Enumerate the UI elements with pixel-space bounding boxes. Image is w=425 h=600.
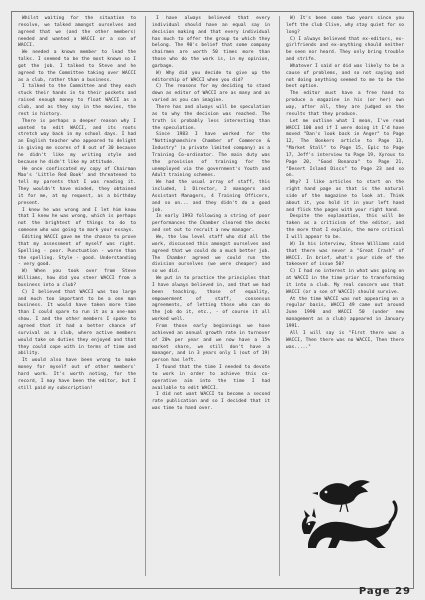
paragraph: There is perhaps a deeper reason why I wanted to edit WACCI, and its roots stretch way back in my school days. I had an English teacher who appeared to delight in giving me scores of 8 out of 30 because he didn't like my writing style and because he didn't like my attitude.: [18, 118, 136, 165]
paragraph: In early 1993 following a string of poor performances the Chamber cleared the decks and set out to recruit a new manager.: [152, 214, 270, 234]
paragraph: Editing WACCI gave me the chance to prove that my assessment of myself was right. Spelling - poor. Punctuation - worse than the spelling. Style - good. Understanding - very good.: [18, 235, 136, 268]
paragraph: Since 1983 I have worked for the "Nottinghamshire Chamber of Commerce & Industry" (a private limited company) as a Training Co-ordinator. The main duty was the provision of training for the unemployed via the government's Youth and Adult training schemes.: [152, 132, 270, 179]
paragraph: We, the low level staff who did all the work, discussed this amongst ourselves and agreed that we could do a much better job. The Chamber agreed we could run the division ourselves (we were cheaper) and so we did.: [152, 235, 270, 275]
paragraph: C) I always believed that ex-editors, ex-girlfriends and ex-anything should neither be seen nor heard. They only bring trouble and strife.: [286, 36, 404, 63]
paragraph: I have always believed that every individual should have an equal say in decision making and that every individual has much to offer the group to which they belong. The 90's belief that some company chairmen are worth 50 times more than those who do the work is, in my opinion, garbage.: [152, 16, 270, 69]
cat-icon: [302, 502, 396, 548]
interview-question: W) It's been some two years since you left the club Clive, why stay quiet for so long?: [286, 16, 404, 35]
paragraph: We had the usual array of staff, this included, 1 Director, 2 managers and Assistant Managers, 4 Training Officers, and so on... and they didn't do a good job.: [152, 180, 270, 213]
paragraph: From those early beginnings we have achieved an annual growth rate in turnover of 20% per year and we now have a 15% market share, we still don't have a manager, and in 3 years only 1 (out of 19) person has left.: [152, 323, 270, 364]
paragraph: It would also have been wrong to make money for myself out of other members' hard work. It's worth noting, for the record, I may have been the editor, but I still paid my subscription!: [18, 358, 136, 391]
paragraph: At the time WACCI was not appearing on a regular basis, WACCI 49 came out around June 1990 and WACCI 50 (under new management as a club) appeared in January 1991.: [286, 296, 404, 329]
paragraph: I knew he was wrong and I let him know that I knew he was wrong, which is perhaps not the brightest of things to do to someone who was going to mark your essays.: [18, 207, 136, 234]
paragraph: We needed a known member to lead the talks. I seemed to be the most known so I got the job. I talked to Steve and he agreed to the Committee taking over WACCI as a club, rather than a business.: [18, 50, 136, 83]
paragraph: Whilst waiting for the situation to resolve, we talked amongst ourselves and agreed that we (and the other members) needed and wanted a WACCI or a son of WACCI.: [18, 16, 136, 49]
paragraph: Whatever I said or did was likely to be a cause of problems, and so not saying and not doing anything seemed to me to be the best option.: [286, 63, 404, 90]
paragraph: C) I believed that WACCI was too large and much too important to be a one man business. It would have taken more time than I could spare to run it as a one-man show. I and the other members I spoke to agreed that it had a better chance of survival as a club, where active members would take on duties they enjoyed and that they could cope with in terms of time and ability.: [18, 289, 136, 357]
column-3: [286, 16, 404, 351]
interview-question: W) Why did you decide to give up the editorship of WACCI when you did?: [152, 70, 270, 83]
paragraph: Let me outline what I mean, I've read WACCI 100 and if I were doing it I'd have moved "Dan's look back in Anger" to Page 12, The Bonkers article to Page 13, "Market Stall" to Page 15, Epic to Page 17, Jeff's interview to Page 19, Xyrous to Page 20, "Good Bonanza" to Page 21, "Desert Island Discs" to Page 23 and so on.: [286, 118, 404, 179]
paragraph: C) I had no interest in what was going on at WACCI in the time prior to transforming it into a club. My real concern was that WACCI (or a son of WACCI) should survive.: [286, 269, 404, 295]
bird-icon: [312, 480, 370, 512]
column-divider: [145, 16, 146, 576]
column-2: [152, 16, 270, 413]
paragraph: He once confiscated my copy of Chairman Mao's 'Little Red Book' and threatened to tell my parents that I was reading it. They wouldn't have minded, they obtained it for me, at my request, as a birthday present.: [18, 166, 136, 206]
cat-chasing-bird-icon: [290, 478, 402, 554]
paragraph: I found that the time I needed to devote to work in order to achieve this co-operative aim into the time I had available to edit WACCI.: [152, 365, 270, 391]
interview-question: W) When you took over from Steve Williams, how did you steer WACCI from a business into a club?: [18, 269, 136, 288]
paragraph: The editor must have a free hand to produce a magazine in his (or her) own way, after all, they are judged on the results that they produce.: [286, 91, 404, 117]
paragraph: C) The reasons for my deciding to stand down as editor of WACCI are as many and as varied as you can imagine.: [152, 84, 270, 104]
paragraph: Despite the explanation, this will be taken as a criticism of the editor, and the more that I explain, the more critical I will appear to be.: [286, 214, 404, 240]
paragraph: We put in to practice the principles that I have always believed in, and that we had been teaching, those of equality, empowerment of staff, consensus agreements, of letting those who can do the job do it, etc., - of course it all worked well.: [152, 276, 270, 323]
column-divider: [279, 16, 280, 576]
interview-question: W) In his interview, Steve Williams said that there was never a "Great Crash" of WACCI. In brief, what's your side of the takeover of issue 50?: [286, 241, 404, 268]
page-number: Page 29: [358, 586, 411, 597]
paragraph: All I will say is "First there was a WACCI, Then there was no WACCI, Then there was.....": [286, 330, 404, 350]
paragraph: Why? I like articles to start on the right hand page as that is the natural side of the magazine to look at. Think about it, you hold it in your left hand and flick the pages with your right hand.: [286, 180, 404, 213]
paragraph: I talked to the Committee and they each stuck their hands in to their pockets and raised enough money to float WACCI as a club, and as they say in the movies, the rest is history.: [18, 84, 136, 117]
paragraph: There has and always will be speculation as to why the decision was reached. The truth is probably less interesting than the speculation.: [152, 104, 270, 131]
column-1: [18, 16, 136, 392]
paragraph: I did not want WACCI to become a second rate publication and so I decided that it was time to hand over.: [152, 392, 270, 412]
